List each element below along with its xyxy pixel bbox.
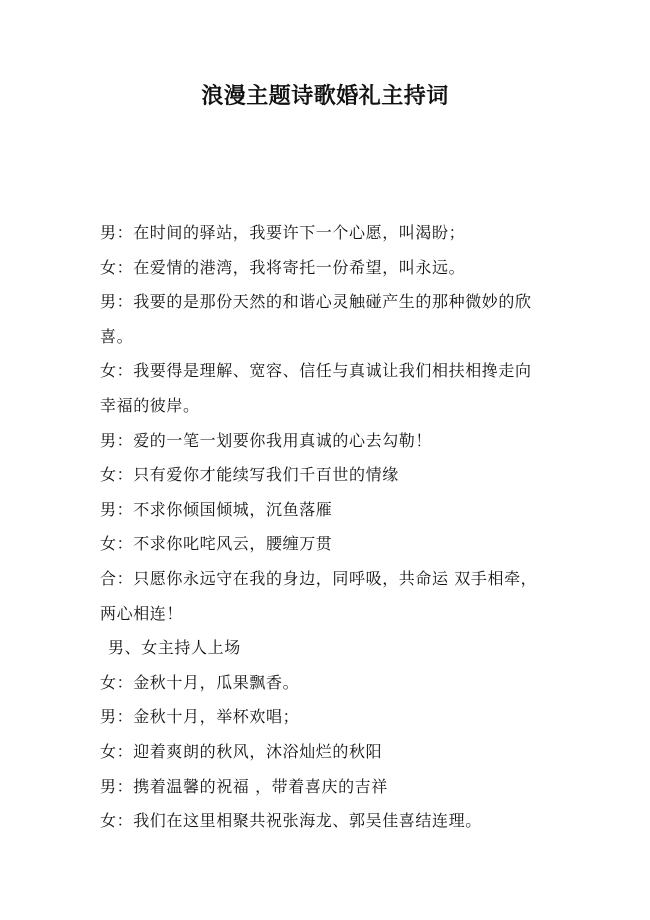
text-line: 女：迎着爽朗的秋风，沐浴灿烂的秋阳 (100, 741, 383, 761)
text-line: 女：金秋十月，瓜果飘香。 (100, 672, 300, 692)
document-body (100, 216, 560, 839)
text-line: 男：携着温馨的祝福 ，带着喜庆的吉祥 (100, 776, 388, 796)
text-line: 女：在爱情的港湾，我将寄托一份希望，叫永远。 (100, 257, 466, 277)
text-line: 女：只有爱你才能续写我们千百世的情缘 (100, 465, 399, 485)
text-line: 幸福的彼岸。 (100, 395, 200, 415)
text-line: 男：金秋十月，举杯欢唱； (100, 707, 300, 727)
text-line: 男：我要的是那份天然的和谐心灵触碰产生的那种微妙的欣 (100, 292, 532, 312)
text-line: 男：爱的一笔一划要你我用真诚的心去勾勒！ (100, 430, 433, 450)
text-line: 女：不求你叱咤风云，腰缠万贯 (100, 534, 333, 554)
text-line: 合：只愿你永远守在我的身边，同呼吸，共命运 双手相牵， (100, 568, 538, 588)
text-line: 两心相连！ (100, 603, 184, 623)
text-line: 女：我们在这里相聚共祝张海龙、郭吴佳喜结连理。 (100, 811, 482, 831)
section-heading-line: 男、女主持人上场 (108, 638, 241, 658)
text-line: 喜。 (100, 326, 134, 346)
text-line: 女：我要得是理解、宽容、信任与真诚让我们相扶相搀走向 (100, 361, 532, 381)
text-line: 男：不求你倾国倾城，沉鱼落雁 (100, 499, 333, 519)
document-title: 浪漫主题诗歌婚礼主持词 (201, 84, 449, 109)
text-line: 男：在时间的驿站，我要许下一个心愿，叫渴盼； (100, 223, 466, 242)
